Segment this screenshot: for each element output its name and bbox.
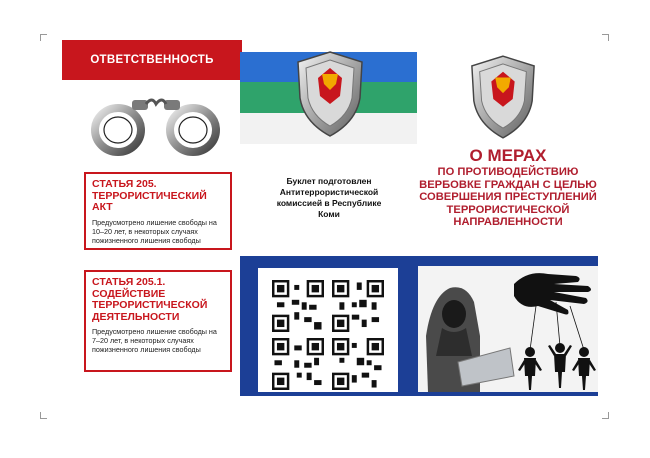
article-title: СТАТЬЯ 205. ТЕРРОРИСТИЧЕСКИЙ АКТ [92, 178, 207, 213]
emblem-shield-icon [468, 54, 538, 140]
crop-mark [40, 412, 47, 419]
qr-code-icon [332, 280, 384, 332]
main-title-rest: ПО ПРОТИВОДЕЙСТВИЮ ВЕРБОВКЕ ГРАЖДАН С ЦЕЛЬЮ СОВЕРШЕНИЯ ПРЕСТУПЛЕНИЙ ТЕРРОРИСТИЧЕСКОЙ НАПРАВЛЕННОСТИ [419, 166, 597, 228]
responsibility-header: ОТВЕТСТВЕННОСТЬ [62, 40, 242, 80]
booklet-note: Буклет подготовлен Антитеррористической комиссией в Республике Коми [276, 176, 382, 219]
article-205-1 [84, 270, 232, 372]
crop-mark [602, 34, 609, 41]
main-title [418, 146, 598, 229]
article-text: Предусмотрено лишение свободы на 7–20 лет, в некоторых случаях пожизненного лишения свободы [92, 327, 217, 354]
main-title-big: О МЕРАХ [469, 146, 547, 165]
crop-mark [40, 34, 47, 41]
article-title: СТАТЬЯ 205.1. СОДЕЙСТВИЕ ТЕРРОРИСТИЧЕСКОЙ ДЕЯТЕЛЬНОСТИ [92, 276, 208, 323]
article-text: Предусмотрено лишение свободы на 10–20 лет, в некоторых случаях пожизненного лишения свободы [92, 217, 217, 245]
handcuffs-icon [88, 90, 228, 160]
crop-mark [602, 412, 609, 419]
qr-code-icon [332, 338, 384, 390]
qr-code-icon [272, 280, 324, 332]
recruitment-illustration-image [418, 266, 598, 392]
article-205 [84, 172, 232, 250]
emblem-shield-icon [294, 50, 366, 138]
qr-code-icon [272, 338, 324, 390]
